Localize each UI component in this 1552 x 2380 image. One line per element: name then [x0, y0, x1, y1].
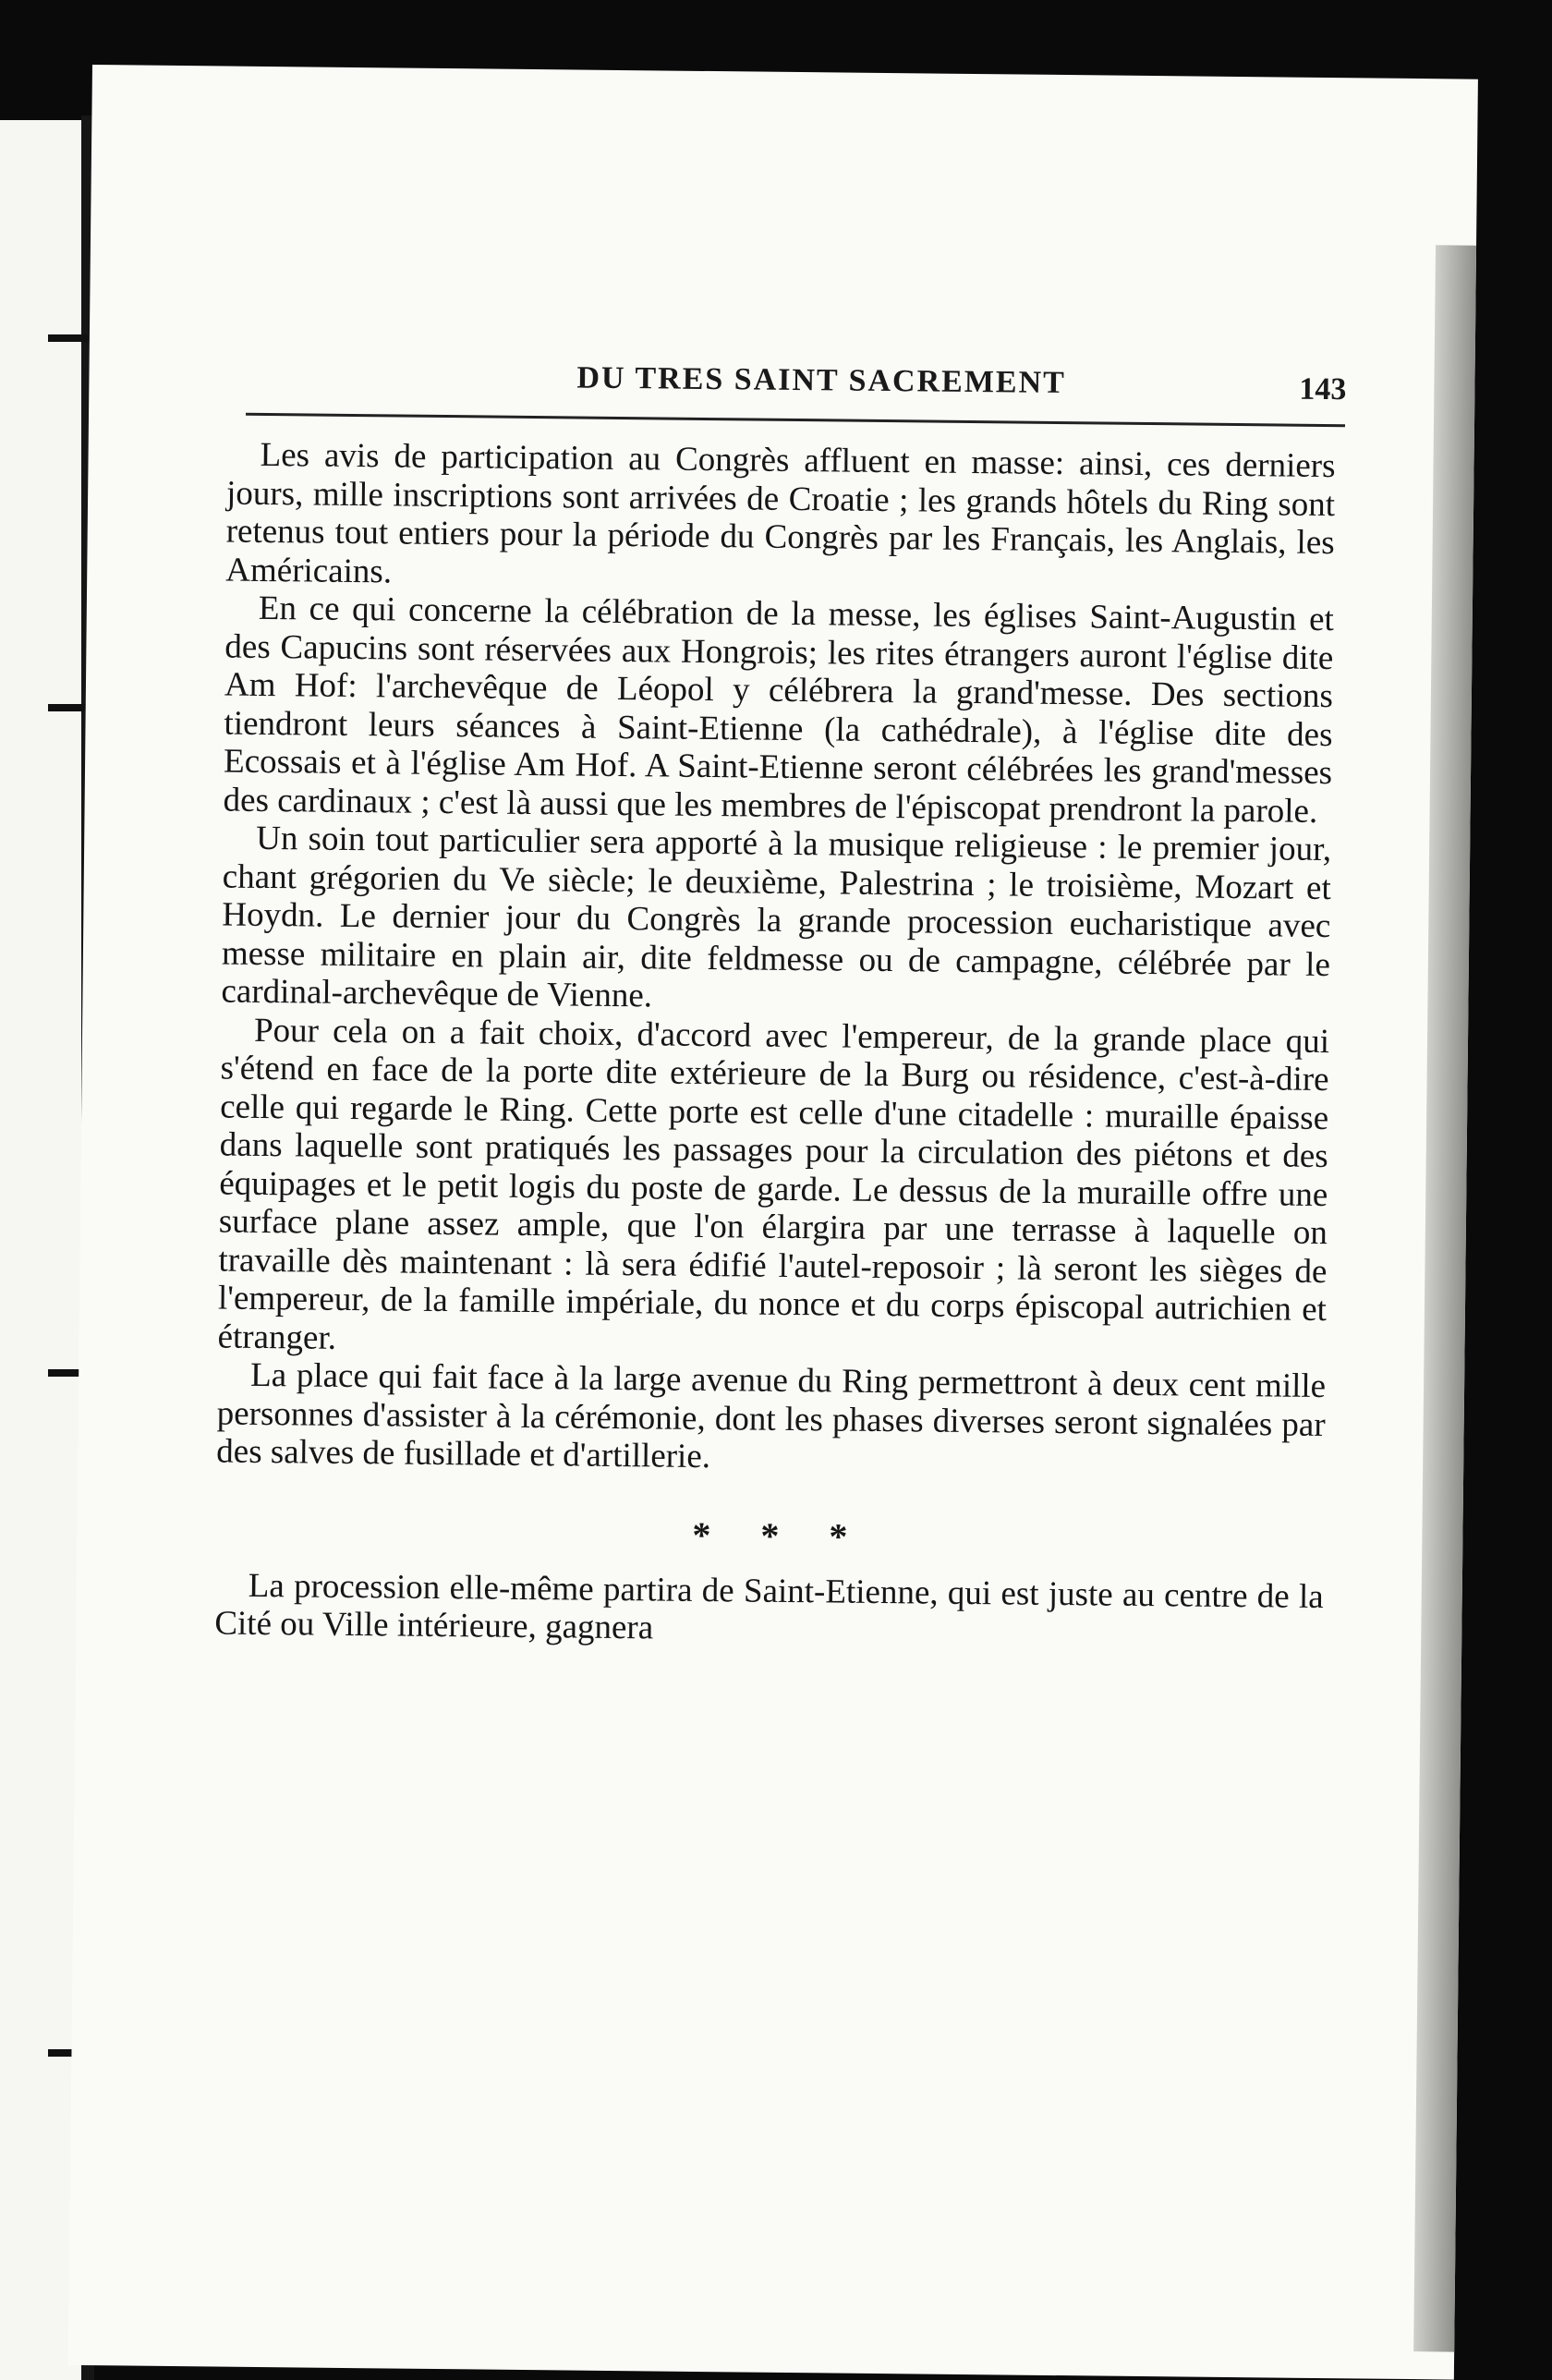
page-number: 143	[1299, 371, 1347, 407]
body-text	[214, 436, 1336, 1655]
page-stack-edge	[1413, 245, 1476, 2351]
paragraph: La procession elle-même partira de Saint-Etienne, qui est juste au centre de la Cité ou Ville intérieure, gagnera	[214, 1566, 1324, 1647]
paragraph: Pour cela on a fait choix, d'accord avec l'empereur, de la grande place qui s'étend en face de la porte dite extérieure de la Burg ou résidence, c'est-à-dire celle qui regarde le Ring. Cette porte est celle d'une citadelle : muraille épaisse dans laquelle sont pratiqués les passages pour la circulation des piétons et des équipages et le petit logis du poste de garde. Le dessus de la muraille offre une surface plane assez ample, que l'on élargira par une terrasse à laquelle on travaille dès maintenant : là sera édifié l'autel-reposoir ; là seront les sièges de l'empereur, de la famille impériale, du nonce et du corps épiscopal autrichien et étranger.	[217, 1011, 1330, 1357]
section-separator: * * *	[692, 1513, 868, 1558]
running-header	[246, 348, 1346, 427]
book-page	[68, 65, 1478, 2380]
paragraph: Un soin tout particulier sera apporté à la musique religieuse : le premier jour, chant grégorien du Ve siècle; le deuxième, Palestrina ; le troisième, Mozart et Hoydn. Le dernier jour du Congrès la grande procession eucharistique avec messe militaire en plain air, dite feldmesse ou de campagne, célébrée par le cardinal-archevêque de Vienne.	[221, 819, 1332, 1015]
paragraph: La place qui fait face à la large avenue du Ring permettront à deux cent mille personnes d'assister à la cérémonie, dont les phases diverses seront signalées par des salves de fusillade et d'artillerie.	[216, 1355, 1327, 1476]
paragraph: En ce qui concerne la célébration de la messe, les églises Saint-Augustin et des Capucins sont réservées aux Hongrois; les rites étrangers auront l'église dite Am Hof: l'archevêque de Léopol y célébrera la grand'messe. Des sections tiendront leurs séances à Saint-Etienne (la cathédrale), à l'église dite des Ecossais et à l'église Am Hof. A Saint-Etienne seront célébrées les grand'messes des cardinaux ; c'est là aussi que les membres de l'épiscopat prendront la parole.	[223, 589, 1334, 831]
running-title: DU TRES SAINT SACREMENT	[576, 360, 1067, 401]
paragraph: Les avis de participation au Congrès affluent en masse: ainsi, ces derniers jours, mille inscriptions sont arrivées de Croatie ; les grands hôtels du Ring sont retenus tout entiers pour la période du Congrès par les Français, les Anglais, les Américains.	[225, 435, 1336, 590]
